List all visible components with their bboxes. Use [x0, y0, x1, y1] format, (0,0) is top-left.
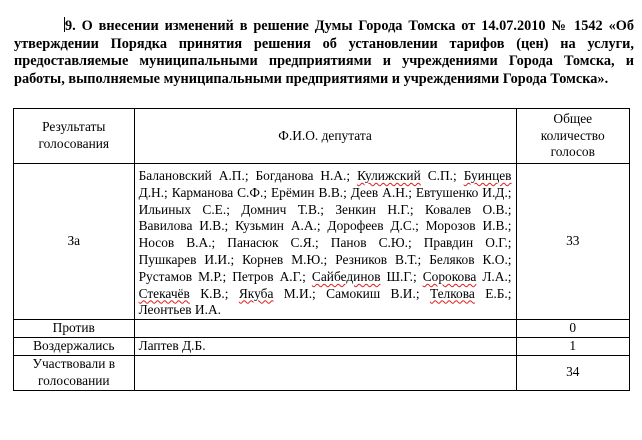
deputy-names-text: Л.А.; [476, 268, 512, 284]
table-row-participated [14, 355, 630, 390]
misspelled-name[interactable]: Кулижский [357, 168, 421, 183]
result-label: Против [14, 320, 135, 338]
misspelled-name[interactable]: Сорокова [422, 268, 477, 284]
header-deputy-name: Ф.И.О. депутата [134, 109, 516, 164]
result-label: За [14, 164, 135, 320]
result-label: Воздержались [14, 337, 135, 355]
table-header-row [14, 109, 630, 164]
misspelled-name[interactable]: Стекачёв [138, 285, 190, 301]
misspelled-name[interactable]: Сайбединов [311, 268, 381, 284]
agenda-item-heading [14, 17, 634, 88]
table-row-against [14, 320, 630, 338]
deputy-names-text: Д.Н.; Карманова С.Ф.; Ерёмин В.В.; Деев А.Н.; Евтушенко И.Д.; Ильиных С.Е.; Домнич Т.В.; Зенкин Н.Г.; Ковалев О.В.; Вавилова И.В.; Кузьмин А.А.; Дорофеев Д.С.; Морозов И.В.; Носов В.А.; Панасюк С.Я.; Панов С.Ю.; Правдин О.Г.; Пушкарев И.И.; Корнев М.Ю.; Резников В.Т.; Беляков К.О.; Рустамов М.Р.; Петров А.Г.; [138, 184, 512, 284]
misspelled-name[interactable]: Якуба [238, 285, 274, 301]
result-label: Участвовали в голосовании [14, 355, 135, 390]
deputy-names-text: М.И.; Самокиш В.И.; [273, 285, 430, 301]
vote-count: 1 [516, 337, 629, 355]
deputies-list [134, 320, 516, 338]
voting-results-table [13, 108, 630, 391]
header-total: Общее количество голосов [516, 109, 629, 164]
table-row-for [14, 164, 630, 320]
deputies-list: Лаптев Д.Б. [134, 337, 516, 355]
deputies-list [134, 355, 516, 390]
deputy-names-text: Ш.Г.; [380, 268, 423, 284]
deputy-names-text: Балановский А.П.; Богданова Н.А.; [138, 168, 358, 183]
heading-text: 9. О внесении изменений в решение Думы Города Томска от 14.07.2010 № 1542 «Об утверждении Порядка принятия решения об установлении тарифов (цен) на услуги, предоставляемые муниципальными предприятиями и учреждениями Города Томска, и работы, выполняемые муниципальными предприятиями и учреждениями Города Томска». [14, 18, 634, 87]
vote-count: 0 [516, 320, 629, 338]
deputies-list [134, 164, 516, 320]
header-results: Результаты голосования [14, 109, 135, 164]
deputy-names-text: К.В.; [189, 285, 239, 301]
misspelled-name[interactable]: Телкова [429, 285, 475, 301]
table-row-abstained [14, 337, 630, 355]
deputy-names-text: Е.Б.; Леонтьев И.А. [138, 285, 512, 318]
vote-count: 34 [516, 355, 629, 390]
misspelled-name[interactable]: Буинцев [463, 168, 512, 183]
vote-count: 33 [516, 164, 629, 320]
deputy-names-text: С.П.; [420, 168, 464, 183]
